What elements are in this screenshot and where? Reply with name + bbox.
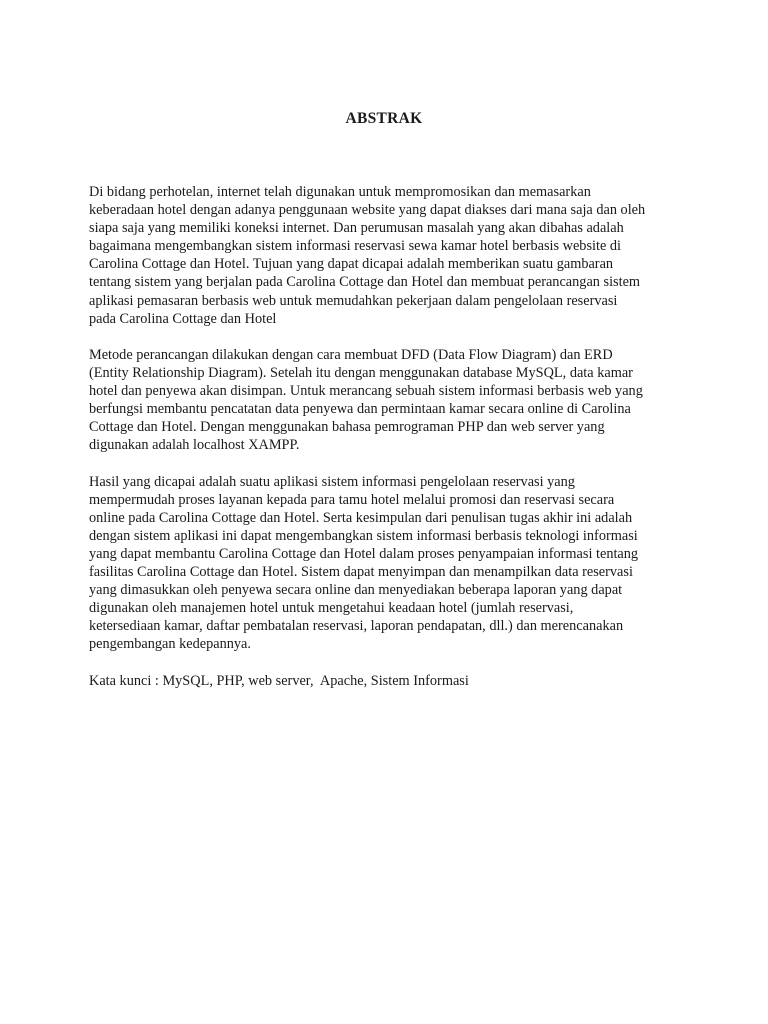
paragraph-keywords [89,672,689,690]
text-line: ketersediaan kamar, daftar pembatalan reservasi, laporan pendapatan, dll.) dan merencanakan [89,618,624,635]
text-line: berfungsi membantu pencatatan data penyewa dan permintaan kamar secara online di Carolina [89,401,631,418]
text-line: pengembangan kedepannya. [89,636,251,653]
text-line: digunakan adalah localhost XAMPP. [89,437,300,454]
text-line: keberadaan hotel dengan adanya penggunaan website yang dapat diakses dari mana saja dan oleh [89,202,646,219]
text-line: bagaimana mengembangkan sistem informasi reservasi sewa kamar hotel berbasis website di [89,238,621,255]
keywords-line: Kata kunci : MySQL, PHP, web server, Apache, Sistem Informasi [89,672,469,689]
text-line: Carolina Cottage dan Hotel. Tujuan yang dapat dicapai adalah memberikan suatu gambaran [89,256,614,273]
paragraph-results [89,473,689,654]
text-line: yang dapat membantu Carolina Cottage dan Hotel dalam proses penyampaian informasi tentang [89,545,639,562]
text-line: fasilitas Carolina Cottage dan Hotel. Sistem dapat menyimpan dan menampilkan data reservasi [89,563,633,580]
text-line: pada Carolina Cottage dan Hotel [89,310,277,327]
text-line: hotel dan penyewa akan disimpan. Untuk merancang sebuah sistem informasi berbasis web yang [89,383,643,400]
abstract-title: ABSTRAK [345,110,423,127]
text-line: tentang sistem yang berjalan pada Carolina Cottage dan Hotel dan membuat perancangan sistem [89,274,641,291]
text-line: yang dimasukkan oleh penyewa secara online dan menyediakan beberapa laporan yang dapat [89,582,623,599]
text-line: aplikasi pemasaran berbasis web untuk memudahkan pekerjaan dalam pengelolaan reservasi [89,292,618,309]
paragraph-method [89,346,689,455]
text-line: siapa saja yang memiliki koneksi internet. Dan perumusan masalah yang akan dibahas adalah [89,220,624,237]
text-line: dengan sistem aplikasi ini dapat mengembangkan sistem informasi berbasis teknologi informasi [89,527,638,544]
text-line: Hasil yang dicapai adalah suatu aplikasi sistem informasi pengelolaan reservasi yang [89,473,575,490]
text-line: (Entity Relationship Diagram). Setelah itu dengan menggunakan database MySQL, data kamar [89,364,633,381]
text-line: Cottage dan Hotel. Dengan menggunakan bahasa pemrograman PHP dan web server yang [89,419,605,436]
text-line: Di bidang perhotelan, internet telah digunakan untuk mempromosikan dan memasarkan [89,184,591,200]
text-line: digunakan oleh manajemen hotel untuk mengetahui keadaan hotel (jumlah reservasi, [89,600,574,617]
text-line: Metode perancangan dilakukan dengan cara membuat DFD (Data Flow Diagram) dan ERD [89,346,613,363]
text-line: online pada Carolina Cottage dan Hotel. Serta kesimpulan dari penulisan tugas akhir ini adalah [89,509,633,526]
text-line: mempermudah proses layanan kepada para tamu hotel melalui promosi dan reservasi secara [89,491,615,508]
abstract-body [89,183,689,690]
paragraph-background [89,183,689,328]
